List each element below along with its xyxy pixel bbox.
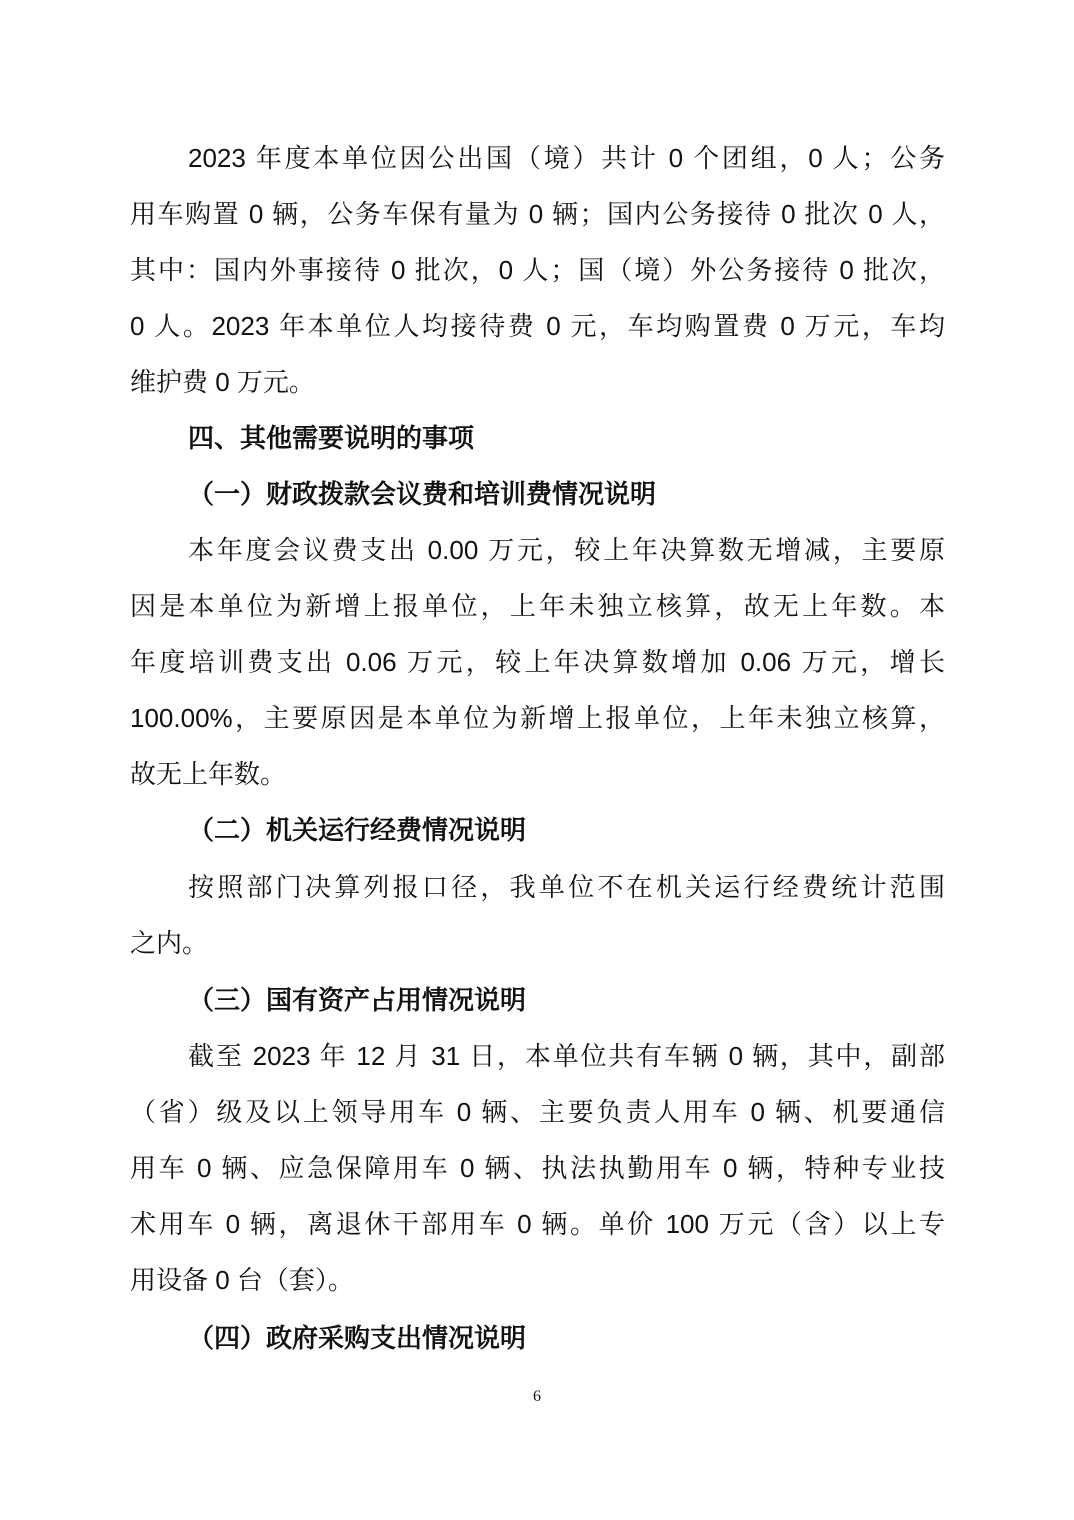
- paragraph-line: 用车 0 辆、应急保障用车 0 辆、执法执勤用车 0 辆，特种专业技: [130, 1153, 945, 1183]
- paragraph-line: 0 人。2023 年本单位人均接待费 0 元，车均购置费 0 万元，车均: [130, 311, 945, 341]
- section-heading: 四、其他需要说明的事项: [188, 423, 475, 453]
- subsection-heading: （四）政府采购支出情况说明: [188, 1323, 527, 1353]
- paragraph-line: 2023 年度本单位因公出国（境）共计 0 个团组，0 人；公务: [188, 143, 945, 173]
- paragraph-line: 其中：国内外事接待 0 批次，0 人；国（境）外公务接待 0 批次，: [130, 255, 945, 285]
- paragraph-line: 用设备 0 台（套）。: [130, 1265, 354, 1295]
- paragraph-line: 故无上年数。: [130, 759, 287, 789]
- paragraph-line: 术用车 0 辆，离退休干部用车 0 辆。单价 100 万元（含）以上专: [130, 1209, 945, 1239]
- paragraph-line: 之内。: [130, 928, 209, 958]
- paragraph-line: 100.00%，主要原因是本单位为新增上报单位，上年未独立核算，: [130, 703, 945, 733]
- subsection-heading: （三）国有资产占用情况说明: [188, 985, 527, 1015]
- paragraph-line: 维护费 0 万元。: [130, 367, 315, 397]
- paragraph-line: 因是本单位为新增上报单位，上年未独立核算，故无上年数。本: [130, 591, 945, 621]
- paragraph-line: （省）级及以上领导用车 0 辆、主要负责人用车 0 辆、机要通信: [130, 1097, 945, 1127]
- subsection-heading: （一）财政拨款会议费和培训费情况说明: [188, 479, 657, 509]
- paragraph-line: 按照部门决算列报口径，我单位不在机关运行经费统计范围: [188, 872, 945, 902]
- paragraph-line: 用车购置 0 辆，公务车保有量为 0 辆；国内公务接待 0 批次 0 人，: [130, 199, 945, 229]
- paragraph-line: 截至 2023 年 12 月 31 日，本单位共有车辆 0 辆，其中，副部: [188, 1041, 945, 1071]
- page-number: 6: [533, 1388, 541, 1405]
- paragraph-line: 年度培训费支出 0.06 万元，较上年决算数增加 0.06 万元，增长: [130, 647, 945, 677]
- paragraph-line: 本年度会议费支出 0.00 万元，较上年决算数无增减，主要原: [188, 535, 945, 565]
- subsection-heading: （二）机关运行经费情况说明: [188, 815, 527, 845]
